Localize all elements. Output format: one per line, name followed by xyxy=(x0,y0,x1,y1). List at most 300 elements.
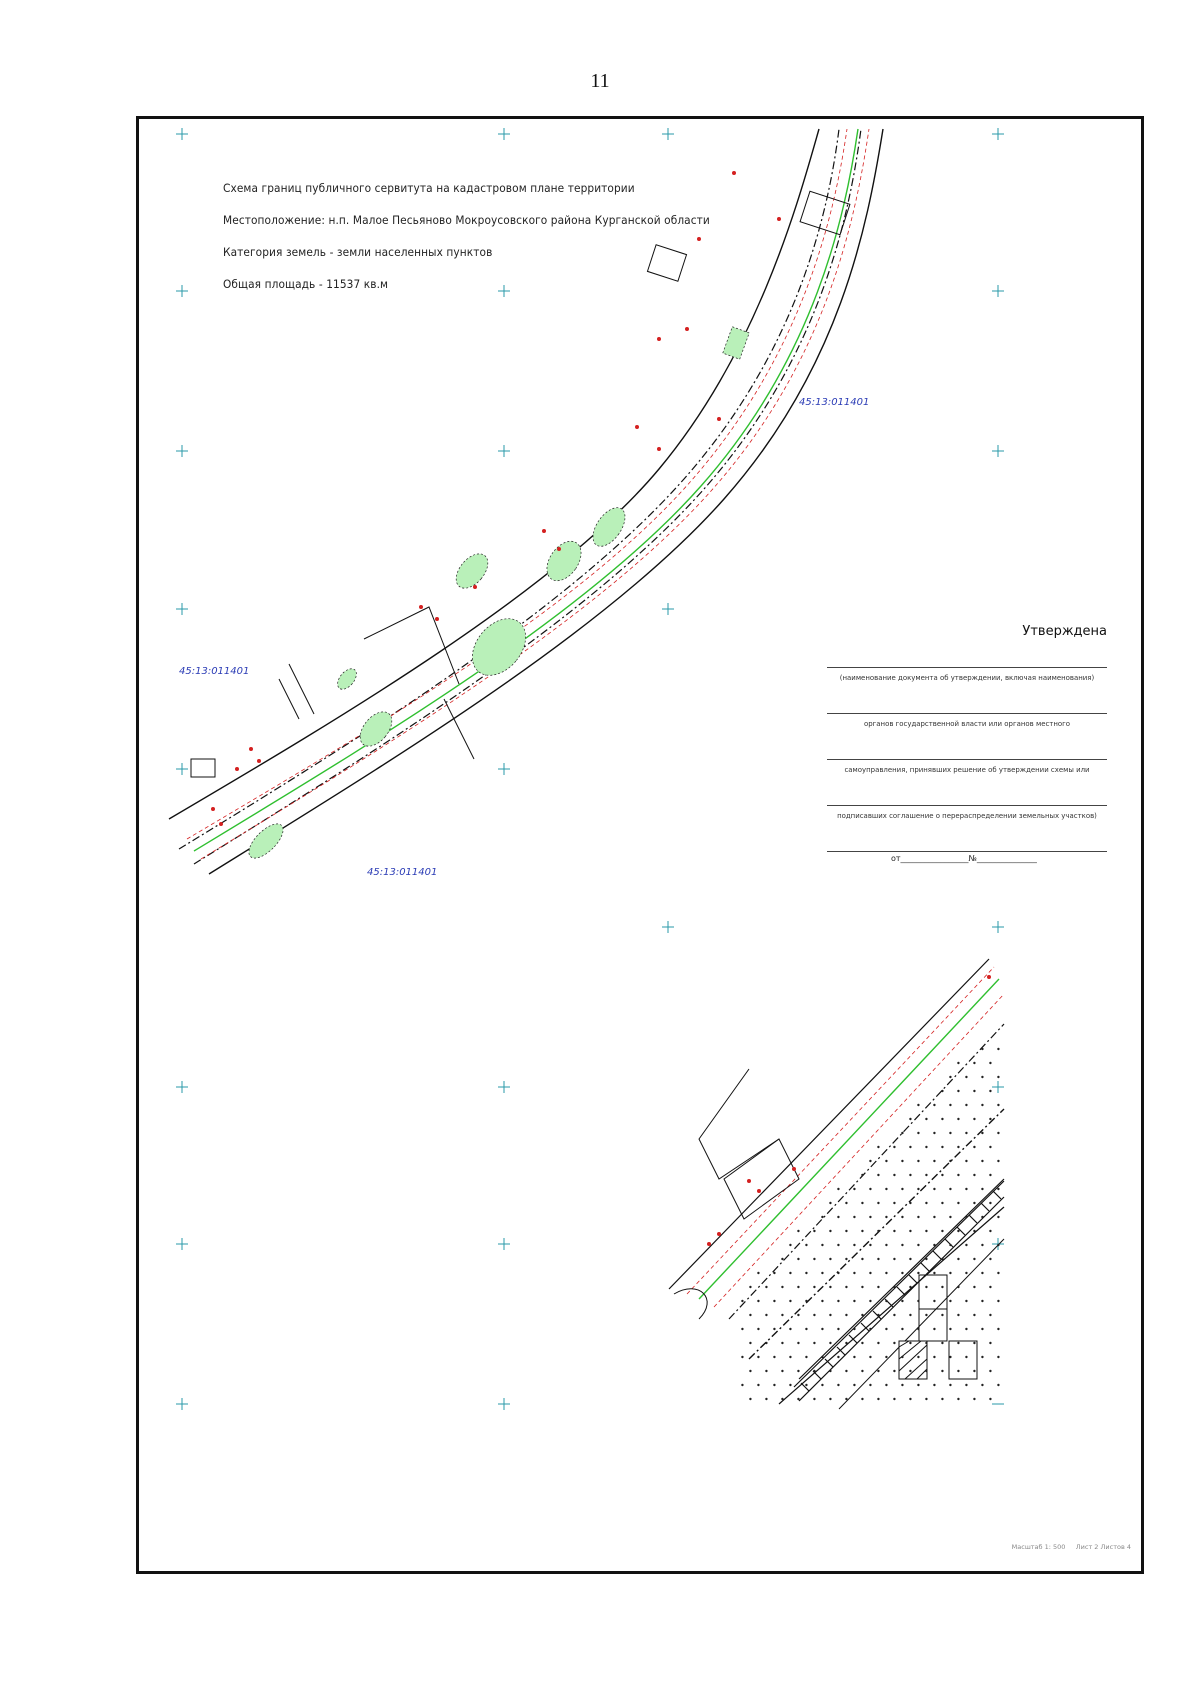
terrain-dot xyxy=(925,1398,927,1400)
terrain-dot xyxy=(885,1356,887,1358)
terrain-dot xyxy=(997,1216,999,1218)
terrain-dot xyxy=(885,1160,887,1162)
terrain-dot xyxy=(757,1384,759,1386)
terrain-dot xyxy=(821,1328,823,1330)
terrain-dot xyxy=(869,1328,871,1330)
terrain-dot xyxy=(965,1104,967,1106)
terrain-dot xyxy=(877,1342,879,1344)
page-number: 11 xyxy=(590,70,610,92)
terrain-dot xyxy=(997,1132,999,1134)
terrain-dot xyxy=(829,1202,831,1204)
terrain-dot xyxy=(949,1216,951,1218)
terrain-dot xyxy=(957,1202,959,1204)
terrain-dot xyxy=(973,1146,975,1148)
terrain-dot xyxy=(933,1300,935,1302)
terrain-dot xyxy=(989,1342,991,1344)
terrain-dot xyxy=(773,1272,775,1274)
terrain-dot xyxy=(941,1286,943,1288)
terrain-dot xyxy=(949,1384,951,1386)
terrain-dot xyxy=(965,1244,967,1246)
terrain-dot xyxy=(925,1230,927,1232)
terrain-dot xyxy=(797,1258,799,1260)
terrain-dot xyxy=(805,1356,807,1358)
terrain-dot xyxy=(957,1062,959,1064)
terrain-dot xyxy=(797,1342,799,1344)
terrain-dot xyxy=(957,1146,959,1148)
terrain-dot xyxy=(773,1384,775,1386)
terrain-dot xyxy=(885,1188,887,1190)
approval-block xyxy=(827,624,1107,863)
terrain-dot xyxy=(941,1398,943,1400)
terrain-dot xyxy=(965,1328,967,1330)
terrain-dot xyxy=(813,1230,815,1232)
terrain-dot xyxy=(885,1328,887,1330)
terrain-dot xyxy=(933,1188,935,1190)
scale-note xyxy=(1012,1543,1131,1551)
terrain-dot xyxy=(893,1286,895,1288)
terrain-dot xyxy=(893,1398,895,1400)
terrain-dot xyxy=(909,1370,911,1372)
terrain-dot xyxy=(997,1384,999,1386)
terrain-dot xyxy=(765,1314,767,1316)
terrain-dot xyxy=(981,1356,983,1358)
terrain-dot xyxy=(981,1244,983,1246)
map-sheet xyxy=(136,116,1144,1574)
title-block xyxy=(223,181,743,309)
lower-buildings xyxy=(724,1139,977,1379)
terrain-dot xyxy=(917,1356,919,1358)
terrain-dot xyxy=(973,1286,975,1288)
terrain-dot xyxy=(941,1146,943,1148)
signature-line xyxy=(827,839,1107,852)
terrain-dot xyxy=(757,1300,759,1302)
terrain-dot xyxy=(765,1370,767,1372)
terrain-dot xyxy=(901,1132,903,1134)
terrain-dot xyxy=(845,1258,847,1260)
terrain-dot xyxy=(821,1384,823,1386)
approval-heading: Утверждена xyxy=(1022,624,1107,639)
terrain-dot xyxy=(901,1216,903,1218)
terrain-dot xyxy=(765,1398,767,1400)
terrain-dot xyxy=(965,1384,967,1386)
total-area: Общая площадь - 11537 кв.м xyxy=(223,277,389,291)
terrain-dot xyxy=(893,1174,895,1176)
terrain-dot xyxy=(973,1398,975,1400)
terrain-dot xyxy=(917,1104,919,1106)
terrain-dot xyxy=(749,1342,751,1344)
terrain-dot xyxy=(917,1272,919,1274)
terrain-dot xyxy=(877,1314,879,1316)
terrain-dot xyxy=(973,1370,975,1372)
terrain-dot xyxy=(989,1258,991,1260)
terrain-dot xyxy=(941,1090,943,1092)
terrain-dot xyxy=(797,1286,799,1288)
terrain-dot xyxy=(957,1230,959,1232)
scale-text: Масштаб 1: 500 xyxy=(1011,1543,1066,1551)
terrain-dot xyxy=(917,1300,919,1302)
terrain-dot xyxy=(829,1286,831,1288)
terrain-dot xyxy=(965,1272,967,1274)
terrain-dot xyxy=(877,1174,879,1176)
terrain-dot xyxy=(837,1300,839,1302)
terrain-dot xyxy=(805,1244,807,1246)
terrain-dot xyxy=(981,1328,983,1330)
signature-line xyxy=(827,701,1107,714)
terrain-dot xyxy=(941,1370,943,1372)
terrain-dot xyxy=(909,1286,911,1288)
terrain-dot xyxy=(797,1230,799,1232)
terrain-dot xyxy=(773,1356,775,1358)
terrain-dot xyxy=(829,1370,831,1372)
terrain-dot xyxy=(813,1258,815,1260)
terrain-dot xyxy=(973,1258,975,1260)
terrain-dot xyxy=(973,1118,975,1120)
terrain-dot xyxy=(829,1342,831,1344)
terrain-dot xyxy=(981,1216,983,1218)
terrain-dot xyxy=(853,1188,855,1190)
terrain-dot xyxy=(933,1216,935,1218)
terrain-dot xyxy=(981,1384,983,1386)
terrain-dot xyxy=(845,1286,847,1288)
terrain-dot xyxy=(981,1132,983,1134)
terrain-dot xyxy=(853,1356,855,1358)
terrain-dot xyxy=(853,1328,855,1330)
terrain-dot xyxy=(829,1258,831,1260)
terrain-dot xyxy=(741,1384,743,1386)
terrain-dot xyxy=(949,1132,951,1134)
terrain-dot xyxy=(997,1048,999,1050)
terrain-dot xyxy=(821,1216,823,1218)
terrain-dot xyxy=(989,1230,991,1232)
terrain-dot xyxy=(749,1370,751,1372)
terrain-dot xyxy=(781,1258,783,1260)
terrain-dot xyxy=(837,1328,839,1330)
terrain-dot xyxy=(989,1146,991,1148)
terrain-dot xyxy=(949,1356,951,1358)
terrain-dot xyxy=(861,1286,863,1288)
terrain-dot xyxy=(957,1174,959,1176)
terrain-dot xyxy=(949,1300,951,1302)
terrain-dot xyxy=(845,1202,847,1204)
terrain-dot xyxy=(997,1160,999,1162)
terrain-dot xyxy=(981,1300,983,1302)
terrain-dot xyxy=(957,1258,959,1260)
terrain-dot xyxy=(981,1272,983,1274)
terrain-dot xyxy=(957,1286,959,1288)
terrain-dot xyxy=(965,1160,967,1162)
terrain-dot xyxy=(965,1132,967,1134)
terrain-dot xyxy=(877,1370,879,1372)
terrain-dot xyxy=(741,1356,743,1358)
terrain-dot xyxy=(941,1342,943,1344)
approval-caption: (наименование документа об утверждении, включая наименования) xyxy=(839,673,1095,682)
terrain-dot xyxy=(925,1342,927,1344)
terrain-dot xyxy=(957,1342,959,1344)
terrain-dot xyxy=(829,1398,831,1400)
terrain-dot xyxy=(925,1146,927,1148)
terrain-dot xyxy=(901,1160,903,1162)
terrain-dot xyxy=(941,1174,943,1176)
terrain-dot xyxy=(981,1104,983,1106)
terrain-dot xyxy=(885,1244,887,1246)
terrain-dot xyxy=(885,1216,887,1218)
terrain-dot xyxy=(901,1244,903,1246)
terrain-dot xyxy=(885,1300,887,1302)
terrain-dot xyxy=(997,1244,999,1246)
terrain-dot xyxy=(893,1342,895,1344)
approval-caption: подписавших соглашение о перераспределении земельных участков) xyxy=(837,811,1097,820)
terrain-dot xyxy=(861,1174,863,1176)
terrain-dot xyxy=(933,1328,935,1330)
terrain-dot xyxy=(917,1328,919,1330)
terrain-dot xyxy=(957,1090,959,1092)
terrain-dot xyxy=(973,1062,975,1064)
terrain-dot xyxy=(909,1314,911,1316)
terrain-dot xyxy=(909,1202,911,1204)
terrain-dot xyxy=(861,1258,863,1260)
terrain-dot xyxy=(901,1272,903,1274)
terrain-dot xyxy=(861,1398,863,1400)
terrain-dot xyxy=(997,1272,999,1274)
terrain-dot xyxy=(773,1300,775,1302)
terrain-dot xyxy=(861,1342,863,1344)
terrain-dot xyxy=(869,1272,871,1274)
terrain-dot xyxy=(789,1300,791,1302)
terrain-dot xyxy=(925,1174,927,1176)
terrain-dot xyxy=(925,1370,927,1372)
terrain-dot xyxy=(861,1370,863,1372)
terrain-dot xyxy=(805,1300,807,1302)
terrain-dot xyxy=(989,1062,991,1064)
terrain-dot xyxy=(813,1314,815,1316)
terrain-dot xyxy=(989,1174,991,1176)
terrain-dot xyxy=(981,1160,983,1162)
terrain-dot xyxy=(949,1244,951,1246)
terrain-dot xyxy=(893,1370,895,1372)
terrain-dot xyxy=(989,1286,991,1288)
terrain-dot xyxy=(853,1216,855,1218)
terrain-dot xyxy=(933,1160,935,1162)
terrain-dot xyxy=(997,1328,999,1330)
terrain-dot xyxy=(877,1146,879,1148)
terrain-dot xyxy=(829,1230,831,1232)
terrain-dot xyxy=(781,1286,783,1288)
terrain-dot xyxy=(997,1300,999,1302)
cadastral-block-label: 45:13:011401 xyxy=(179,666,250,677)
terrain-dot xyxy=(997,1076,999,1078)
terrain-dot xyxy=(973,1230,975,1232)
terrain-dot xyxy=(813,1370,815,1372)
terrain-dot xyxy=(741,1300,743,1302)
terrain-dot xyxy=(781,1314,783,1316)
terrain-dot xyxy=(917,1384,919,1386)
terrain-dot xyxy=(893,1146,895,1148)
terrain-dot xyxy=(845,1370,847,1372)
terrain-dot xyxy=(949,1272,951,1274)
approval-caption: органов государственной власти или органов местного xyxy=(863,719,1071,728)
terrain-dot xyxy=(933,1384,935,1386)
terrain-dot xyxy=(773,1328,775,1330)
terrain-dot xyxy=(837,1244,839,1246)
terrain-dot xyxy=(805,1272,807,1274)
terrain-dot xyxy=(821,1272,823,1274)
terrain-dot xyxy=(797,1370,799,1372)
terrain-dot xyxy=(781,1398,783,1400)
terrain-dot xyxy=(853,1384,855,1386)
terrain-dot xyxy=(965,1188,967,1190)
terrain-dot xyxy=(877,1258,879,1260)
terrain-dot xyxy=(949,1328,951,1330)
terrain-dot xyxy=(765,1342,767,1344)
terrain-dot xyxy=(981,1076,983,1078)
terrain-dot xyxy=(917,1216,919,1218)
terrain-dot xyxy=(789,1272,791,1274)
terrain-dot xyxy=(869,1300,871,1302)
terrain-dot xyxy=(925,1118,927,1120)
terrain-dot xyxy=(885,1272,887,1274)
terrain-dot xyxy=(989,1370,991,1372)
terrain-dot xyxy=(909,1230,911,1232)
vegetation-areas xyxy=(243,327,749,864)
terrain-dot xyxy=(837,1272,839,1274)
terrain-dot xyxy=(933,1356,935,1358)
terrain-dot xyxy=(901,1188,903,1190)
terrain-dot xyxy=(981,1188,983,1190)
terrain-dot xyxy=(837,1384,839,1386)
cadastral-block-label: 45:13:011401 xyxy=(799,397,870,408)
terrain-dot xyxy=(789,1244,791,1246)
terrain-dot xyxy=(837,1356,839,1358)
terrain-dot xyxy=(813,1286,815,1288)
terrain-dot xyxy=(861,1202,863,1204)
terrain-dot xyxy=(781,1370,783,1372)
terrain-dot xyxy=(893,1314,895,1316)
terrain-dot xyxy=(749,1314,751,1316)
terrain-dot xyxy=(917,1188,919,1190)
terrain-dot xyxy=(973,1342,975,1344)
terrain-dot xyxy=(853,1244,855,1246)
terrain-dot xyxy=(973,1090,975,1092)
terrain-dot xyxy=(989,1398,991,1400)
terrain-dot xyxy=(781,1342,783,1344)
terrain-dot xyxy=(925,1258,927,1260)
terrain-dot xyxy=(909,1146,911,1148)
map-location: Местоположение: н.п. Малое Песьяново Мокроусовского района Курганской области xyxy=(223,213,710,227)
terrain-dot xyxy=(949,1076,951,1078)
approval-caption: самоуправления, принявших решение об утверждении схемы или xyxy=(844,765,1090,774)
terrain-dot xyxy=(885,1384,887,1386)
terrain-dot xyxy=(805,1384,807,1386)
terrain-dot xyxy=(933,1244,935,1246)
terrain-dot xyxy=(997,1188,999,1190)
terrain-dot xyxy=(981,1048,983,1050)
terrain-dot xyxy=(837,1188,839,1190)
terrain-dot xyxy=(901,1356,903,1358)
land-category: Категория земель - земли населенных пунктов xyxy=(223,245,493,259)
terrain-dot xyxy=(965,1300,967,1302)
signature-line xyxy=(827,793,1107,806)
terrain-dot xyxy=(965,1216,967,1218)
terrain-dot xyxy=(917,1244,919,1246)
terrain-dot xyxy=(869,1356,871,1358)
terrain-dot xyxy=(989,1314,991,1316)
terrain-dot xyxy=(861,1230,863,1232)
terrain-dot xyxy=(941,1202,943,1204)
terrain-dot xyxy=(869,1160,871,1162)
terrain-dot xyxy=(869,1244,871,1246)
terrain-dot xyxy=(973,1314,975,1316)
terrain-dot xyxy=(861,1314,863,1316)
terrain-dot xyxy=(877,1398,879,1400)
terrain-dot xyxy=(941,1258,943,1260)
terrain-dot xyxy=(877,1202,879,1204)
map-title: Схема границ публичного сервитута на кадастровом плане территории xyxy=(223,181,635,195)
terrain-dot xyxy=(933,1132,935,1134)
terrain-dot xyxy=(941,1230,943,1232)
terrain-dot xyxy=(821,1244,823,1246)
terrain-dot xyxy=(869,1384,871,1386)
terrain-dot xyxy=(989,1202,991,1204)
terrain-dot xyxy=(829,1314,831,1316)
terrain-dot xyxy=(909,1398,911,1400)
terrain-dot xyxy=(909,1258,911,1260)
signature-line xyxy=(827,655,1107,668)
terrain-dot xyxy=(957,1370,959,1372)
terrain-dot xyxy=(941,1118,943,1120)
terrain-dot xyxy=(853,1300,855,1302)
terrain-dot xyxy=(989,1118,991,1120)
terrain-dot xyxy=(941,1314,943,1316)
terrain-dot xyxy=(877,1286,879,1288)
terrain-dot xyxy=(789,1328,791,1330)
terrain-dot xyxy=(749,1398,751,1400)
terrain-dot xyxy=(949,1188,951,1190)
terrain-dot xyxy=(989,1090,991,1092)
terrain-dot xyxy=(877,1230,879,1232)
terrain-dot xyxy=(949,1104,951,1106)
terrain-dot xyxy=(805,1328,807,1330)
terrain-dot xyxy=(845,1314,847,1316)
terrain-dot xyxy=(765,1286,767,1288)
terrain-dot xyxy=(909,1342,911,1344)
terrain-dot xyxy=(973,1174,975,1176)
terrain-dot xyxy=(997,1356,999,1358)
terrain-dot xyxy=(821,1300,823,1302)
terrain-dot xyxy=(933,1272,935,1274)
terrain-dot xyxy=(797,1314,799,1316)
terrain-dot xyxy=(925,1202,927,1204)
terrain-dot xyxy=(925,1286,927,1288)
terrain-dot xyxy=(925,1314,927,1316)
terrain-dot xyxy=(853,1272,855,1274)
terrain-dot xyxy=(901,1384,903,1386)
terrain-dot xyxy=(821,1356,823,1358)
terrain-dot xyxy=(965,1356,967,1358)
terrain-dot xyxy=(797,1398,799,1400)
terrain-dot xyxy=(901,1328,903,1330)
terrain-dot xyxy=(813,1398,815,1400)
terrain-dot xyxy=(901,1300,903,1302)
terrain-dot xyxy=(893,1202,895,1204)
terrain-dot xyxy=(757,1356,759,1358)
terrain-dot xyxy=(893,1258,895,1260)
terrain-dot xyxy=(917,1132,919,1134)
terrain-dot xyxy=(957,1314,959,1316)
terrain-dot xyxy=(973,1202,975,1204)
terrain-dot xyxy=(789,1384,791,1386)
sheet-text: Лист 2 Листов 4 xyxy=(1075,1543,1131,1551)
terrain-dot xyxy=(845,1230,847,1232)
